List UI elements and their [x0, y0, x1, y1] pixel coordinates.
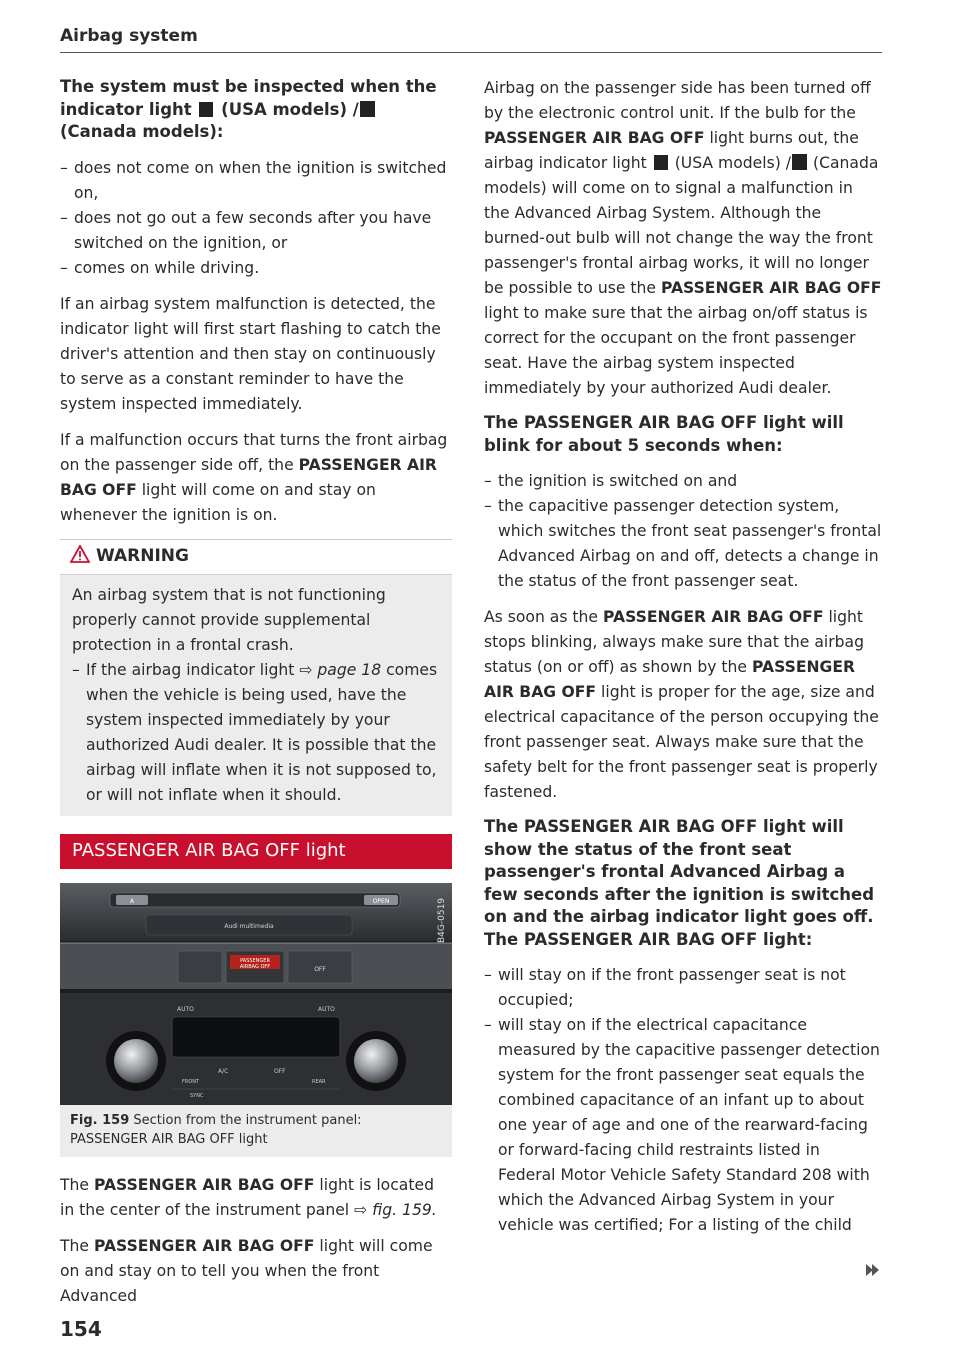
text: light will come on and stay on whenever the ignition is on. — [60, 480, 376, 524]
blink-heading: The PASSENGER AIR BAG OFF light will blink for about 5 seconds when: — [484, 413, 844, 455]
list-item — [72, 658, 440, 808]
text: If the airbag indicator light — [86, 660, 295, 679]
emphasis: PASSENGER AIR BAG OFF — [660, 279, 882, 297]
figure-caption — [60, 1105, 452, 1157]
emphasis: PASSENGER AIR BAG OFF — [60, 455, 437, 499]
text: light is located in the center of the instrument panel — [60, 1175, 434, 1219]
passenger-lamp-label: PASSENGER — [240, 957, 270, 964]
list-item: – will stay on if the electrical capacitance measured by the capacitive passenger detection system for the front passenger seat equals the combined capacitance of an infant up to about one year of age and one of the rearward-facing or forward-facing child restraints listed in Federal Motor Vehicle Safety Standard 208 with which the Advanced Airbag System in your vehicle was certified; For a listing of the child — [484, 1013, 882, 1238]
list-item: – will stay on if the front passenger seat is not occupied; — [484, 963, 882, 1013]
inspection-heading — [60, 76, 452, 144]
left-column — [60, 76, 452, 1320]
airbag-warning-icon — [792, 154, 807, 170]
auto-right-label: AUTO — [318, 1005, 335, 1013]
warning-text: An airbag system that is not functioning properly cannot provide supplemental protection in a frontal crash. — [72, 585, 386, 654]
sync-label: SYNC — [190, 1092, 204, 1099]
list-item: – does not come on when the ignition is switched on, — [60, 156, 452, 206]
emphasis: PASSENGER AIR BAG OFF — [603, 608, 824, 626]
caption-text: Section from the instrument panel: PASSENGER AIR BAG OFF light — [70, 1112, 362, 1147]
airbag-indicator-icon — [654, 155, 668, 170]
malfunction-list — [60, 156, 452, 281]
paragraph — [60, 1234, 452, 1309]
blink-list — [484, 469, 882, 594]
paragraph — [60, 428, 452, 528]
continue-arrow-icon — [866, 1264, 880, 1276]
instrument-panel-figure — [60, 883, 452, 1105]
text: light to make sure that the airbag on/off status is correct for the occupant on the front passenger seat. Have the airbag system inspected immediately by your authorized Audi dealer. — [484, 304, 868, 397]
list-item: – the ignition is switched on and — [484, 469, 882, 494]
open-button-label: OPEN — [372, 897, 390, 905]
text: As soon as the — [484, 608, 599, 626]
text: light stops blinking, always make sure that the airbag status (on or off) as shown by the — [484, 608, 864, 676]
heading-canada: (Canada models): — [60, 122, 224, 141]
rear-defrost-label: REAR — [312, 1078, 326, 1085]
heading-usa: (USA models) / — [221, 99, 359, 119]
paragraph — [484, 605, 882, 805]
front-defrost-label: FRONT — [182, 1078, 200, 1085]
heading-line-2: indicator light — [60, 99, 192, 119]
text: light will come on and stay on to tell you when the front Advanced — [60, 1236, 433, 1305]
paragraph — [60, 1173, 452, 1223]
list-item: – does not go out a few seconds after you have switched on the ignition, or — [60, 206, 452, 256]
airbag-indicator-icon — [199, 102, 213, 117]
page-header — [60, 26, 882, 53]
emphasis: PASSENGER AIR BAG OFF — [484, 658, 855, 701]
text: Airbag on the passenger side has been turned off by the electronic control unit. If the bulb for the — [484, 79, 871, 122]
brand-label: Audi multimedia — [224, 922, 274, 930]
text: If a malfunction occurs that turns the front airbag on the passenger side off, the — [60, 430, 448, 474]
status-heading: The PASSENGER AIR BAG OFF light will show the status of the front seat passenger's frontal Advanced Airbag a few seconds after the ignition is switched on and the airbag indicator light goes off. The PASSENGER AIR BAG OFF light: — [484, 817, 875, 949]
page-reference-link[interactable]: ⇨ page 18 — [299, 660, 382, 679]
text: (Canada models) will come on to signal a malfunction in the Advanced Airbag System. Although the burned-out bulb will not change the way the front passenger's frontal airbag works, it will no longer be possible to use the — [484, 154, 879, 297]
ac-label: A/C — [218, 1067, 229, 1075]
text: (USA models) / — [674, 154, 792, 172]
warning-triangle-icon — [70, 545, 90, 563]
warning-header — [60, 540, 452, 575]
figure-reference-link[interactable]: ⇨ fig. 159. — [354, 1200, 437, 1219]
page-number: 154 — [60, 1317, 102, 1341]
airbag-warning-icon — [360, 101, 375, 117]
warning-title: WARNING — [96, 545, 189, 566]
list-item: – comes on while driving. — [60, 256, 452, 281]
warning-list — [72, 658, 440, 808]
warning-body — [60, 575, 452, 808]
emphasis: PASSENGER AIR BAG OFF — [93, 1175, 315, 1194]
text: comes when the vehicle is being used, have the system inspected immediately by your authorized Audi dealer. It is possible that the airbag will inflate when it is not supposed to, or will not inflate when it should. — [86, 660, 438, 804]
list-item: – the capacitive passenger detection system, which switches the front seat passenger's frontal Advanced Airbag on and off, detects a change in the status of the front passenger seat. — [484, 494, 882, 594]
off-label: OFF — [274, 1067, 286, 1075]
text: The — [60, 1236, 90, 1255]
paragraph — [484, 76, 882, 401]
figure-code: B4G-0519 — [437, 897, 447, 943]
auto-left-label: AUTO — [177, 1005, 194, 1013]
emphasis: PASSENGER AIR BAG OFF — [93, 1236, 315, 1255]
eject-button-label: A — [129, 897, 135, 905]
text: light burns out, the airbag indicator light — [484, 129, 859, 172]
text: The — [60, 1175, 90, 1194]
paragraph: If an airbag system malfunction is detected, the indicator light will first start flashing to catch the driver's attention and then stay on continuously to serve as a constant reminder to have the system inspected immediately. — [60, 294, 441, 413]
airbag-off-lamp-label: AIRBAG OFF — [239, 963, 271, 970]
esp-off-label: OFF — [314, 965, 326, 973]
status-list — [484, 963, 882, 1238]
chapter-title: Airbag system — [60, 26, 198, 46]
emphasis: PASSENGER AIR BAG OFF — [484, 129, 705, 147]
warning-box — [60, 539, 452, 816]
heading-line-1: The system must be inspected when the — [60, 77, 437, 96]
right-column — [484, 76, 882, 1249]
instrument-panel-illustration — [60, 883, 452, 1105]
caption-label: Fig. 159 — [70, 1112, 130, 1128]
text: light is proper for the age, size and electrical capacitance of the person occupying the front passenger seat. Always make sure that the safety belt for the front passenger seat is properly fastened. — [484, 683, 879, 801]
section-title: PASSENGER AIR BAG OFF light — [60, 834, 452, 869]
